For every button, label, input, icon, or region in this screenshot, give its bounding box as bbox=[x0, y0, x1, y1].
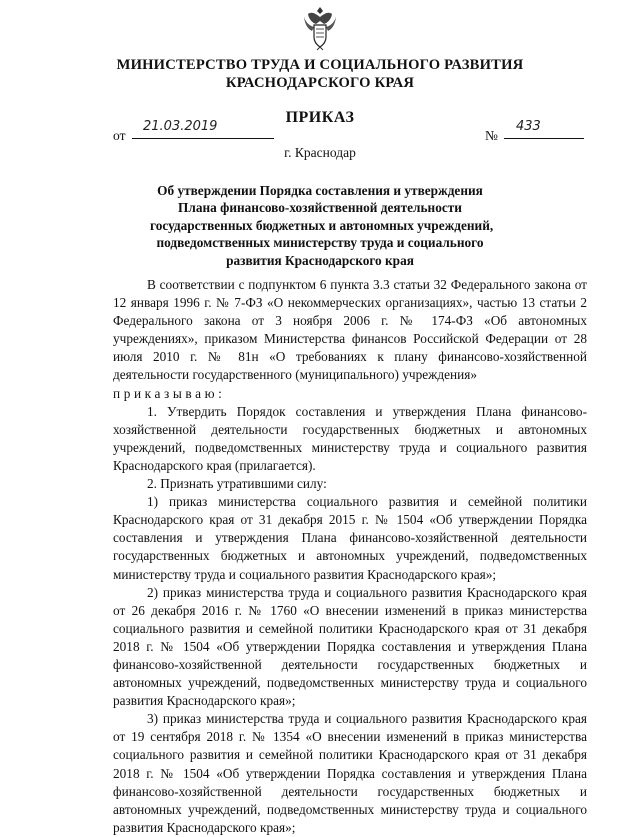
subject-line: Об утверждении Порядка составления и утверждения bbox=[157, 183, 483, 198]
ministry-name-line1: МИНИСТЕРСТВО ТРУДА И СОЦИАЛЬНОГО РАЗВИТИЯ bbox=[116, 57, 524, 73]
number-prefix: № bbox=[485, 128, 498, 143]
item-1-paragraph: 1. Утвердить Порядок составления и утверждения Плана финансово-хозяйственной деятельности государственных бюджетных и автономных учреждений, подведомственных министерству труда и социального развития Краснодарского края (прилагается). bbox=[113, 403, 587, 473]
order-subject bbox=[150, 182, 494, 269]
subitem-1-paragraph: 1) приказ министерства социального развития и семейной политики Краснодарского края от 31 декабря 2015 г. № 1504 «Об утверждении Порядка составления и утверждения Плана финансово-хозяйственной деятельности государственных бюджетных и автономных учреждений, подведомственных министерству труда и социального развития Краснодарского края»; bbox=[113, 494, 587, 582]
city: г. Краснодар bbox=[284, 145, 356, 160]
date-underline bbox=[132, 138, 274, 139]
date-prefix: от bbox=[113, 128, 126, 143]
preamble-text: В соответствии с подпунктом 6 пункта 3.3 статьи 32 Федерального закона от 12 января 1996 г. № 7-ФЗ «О некоммерческих организациях», частью 13 статьи 2 Федерального закона от 3 ноября 2006 г. № 174-ФЗ «Об автономных учреждениях», приказом Министерства финансов Российской Федерации от 28 июля 2010 г. № 81н «О требованиях к плану финансово-хозяйственной деятельности государственного (муниципального) учреждения» bbox=[113, 277, 587, 383]
subject-line: подведомственных министерству труда и социального bbox=[156, 235, 484, 251]
order-date: 21.03.2019 bbox=[143, 119, 218, 134]
subject-line: государственных бюджетных и автономных учреждений, bbox=[150, 217, 494, 233]
order-number: 433 bbox=[516, 119, 541, 134]
item-2-paragraph: 2. Признать утратившими силу: bbox=[147, 476, 327, 492]
orders-word: приказываю: bbox=[113, 385, 226, 401]
subject-line: Плана финансово-хозяйственной деятельности bbox=[178, 200, 462, 216]
number-underline bbox=[504, 138, 584, 139]
order-title: ПРИКАЗ bbox=[285, 109, 355, 126]
coat-of-arms-icon bbox=[302, 5, 338, 51]
subject-line: развития Краснодарского края bbox=[226, 252, 414, 268]
subitem-3-paragraph: 3) приказ министерства труда и социального развития Краснодарского края от 19 сентября 2018 г. № 1354 «О внесении изменений в приказ министерства социального развития и семейной политики Краснодарского края от 31 декабря 2018 г. № 1504 «Об утверждении Порядка составления и утверждения Плана финансово-хозяйственной деятельности государственных бюджетных и автономных учреждений, подведомственных министерству труда и социального развития Краснодарского края»; bbox=[113, 711, 587, 835]
subitem-2-paragraph: 2) приказ министерства труда и социального развития Краснодарского края от 26 декабря 2016 г. № 1760 «О внесении изменений в приказ министерства социального развития и семейной политики Краснодарского края от 31 декабря 2018 г. № 1504 «Об утверждении Порядка составления и утверждения Плана финансово-хозяйственной деятельности государственных бюджетных и автономных учреждений, подведомственных министерству труда и социального развития Краснодарского края»; bbox=[113, 584, 587, 709]
order-body bbox=[113, 276, 587, 837]
ministry-name-line2: КРАСНОДАРСКОГО КРАЯ bbox=[225, 75, 415, 91]
preamble-paragraph bbox=[113, 276, 587, 385]
